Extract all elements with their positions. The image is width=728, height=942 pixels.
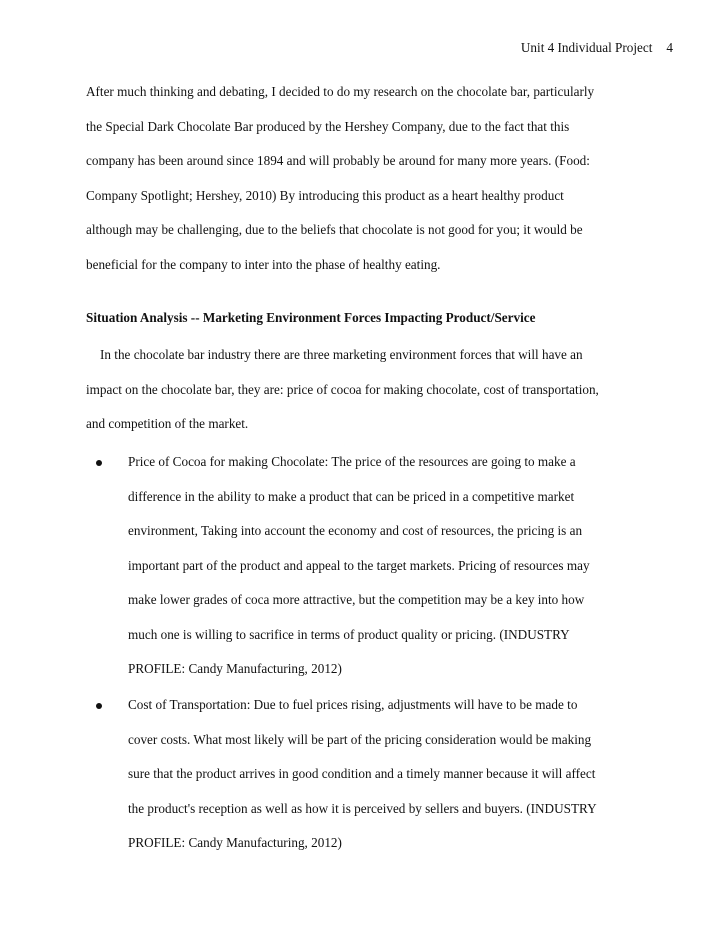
bullet-line: Cost of Transportation: Due to fuel prices rising, adjustments will have to be made to (128, 697, 578, 712)
bullet-text (128, 445, 590, 687)
paragraph-line: In the chocolate bar industry there are three marketing environment forces that will have an (100, 347, 583, 362)
page-number: 4 (666, 40, 673, 55)
paragraph-line: and competition of the market. (86, 416, 249, 431)
paragraph-line: Company Spotlight; Hershey, 2010) By introducing this product as a heart healthy product (86, 187, 564, 203)
bullet-icon (96, 460, 102, 466)
paragraph-line: the Special Dark Chocolate Bar produced by the Hershey Company, due to the fact that this (86, 118, 570, 134)
bullet-line: important part of the product and appeal to the target markets. Pricing of resources may (128, 557, 590, 573)
bullet-line: PROFILE: Candy Manufacturing, 2012) (128, 835, 342, 850)
intro-paragraph (86, 75, 666, 282)
bullet-line: PROFILE: Candy Manufacturing, 2012) (128, 661, 342, 676)
bullet-text (128, 688, 597, 861)
bullet-line: difference in the ability to make a product that can be priced in a competitive market (128, 488, 575, 504)
paragraph-line: company has been around since 1894 and will probably be around for many more years. (Food: (86, 153, 590, 168)
bullet-line: make lower grades of coca more attractive, but the competition may be a key into how (128, 592, 585, 607)
section-heading: Situation Analysis -- Marketing Environment Forces Impacting Product/Service (86, 310, 536, 325)
header-title: Unit 4 Individual Project (520, 40, 653, 55)
bullet-line: environment, Taking into account the economy and cost of resources, the pricing is an (128, 523, 583, 538)
bullet-icon (96, 703, 102, 709)
paragraph-line: impact on the chocolate bar, they are: price of cocoa for making chocolate, cost of transportation, (86, 381, 599, 397)
bullet-line: Price of Cocoa for making Chocolate: The price of the resources are going to make a (128, 454, 576, 469)
bullet-line: much one is willing to sacrifice in terms of product quality or pricing. (INDUSTRY (128, 626, 570, 642)
section-paragraph (86, 338, 666, 442)
bullet-line: sure that the product arrives in good condition and a timely manner because it will affect (128, 766, 596, 781)
paragraph-line: beneficial for the company to inter into the phase of healthy eating. (86, 256, 441, 272)
bullet-line: cover costs. What most likely will be part of the pricing consideration would be making (128, 731, 592, 747)
paragraph-line: After much thinking and debating, I decided to do my research on the chocolate bar, particularly (86, 84, 595, 99)
paragraph-line: although may be challenging, due to the beliefs that chocolate is not good for you; it would be (86, 222, 583, 237)
page-header (521, 40, 673, 56)
bullet-line: the product's reception as well as how it is perceived by sellers and buyers. (INDUSTRY (128, 800, 597, 816)
